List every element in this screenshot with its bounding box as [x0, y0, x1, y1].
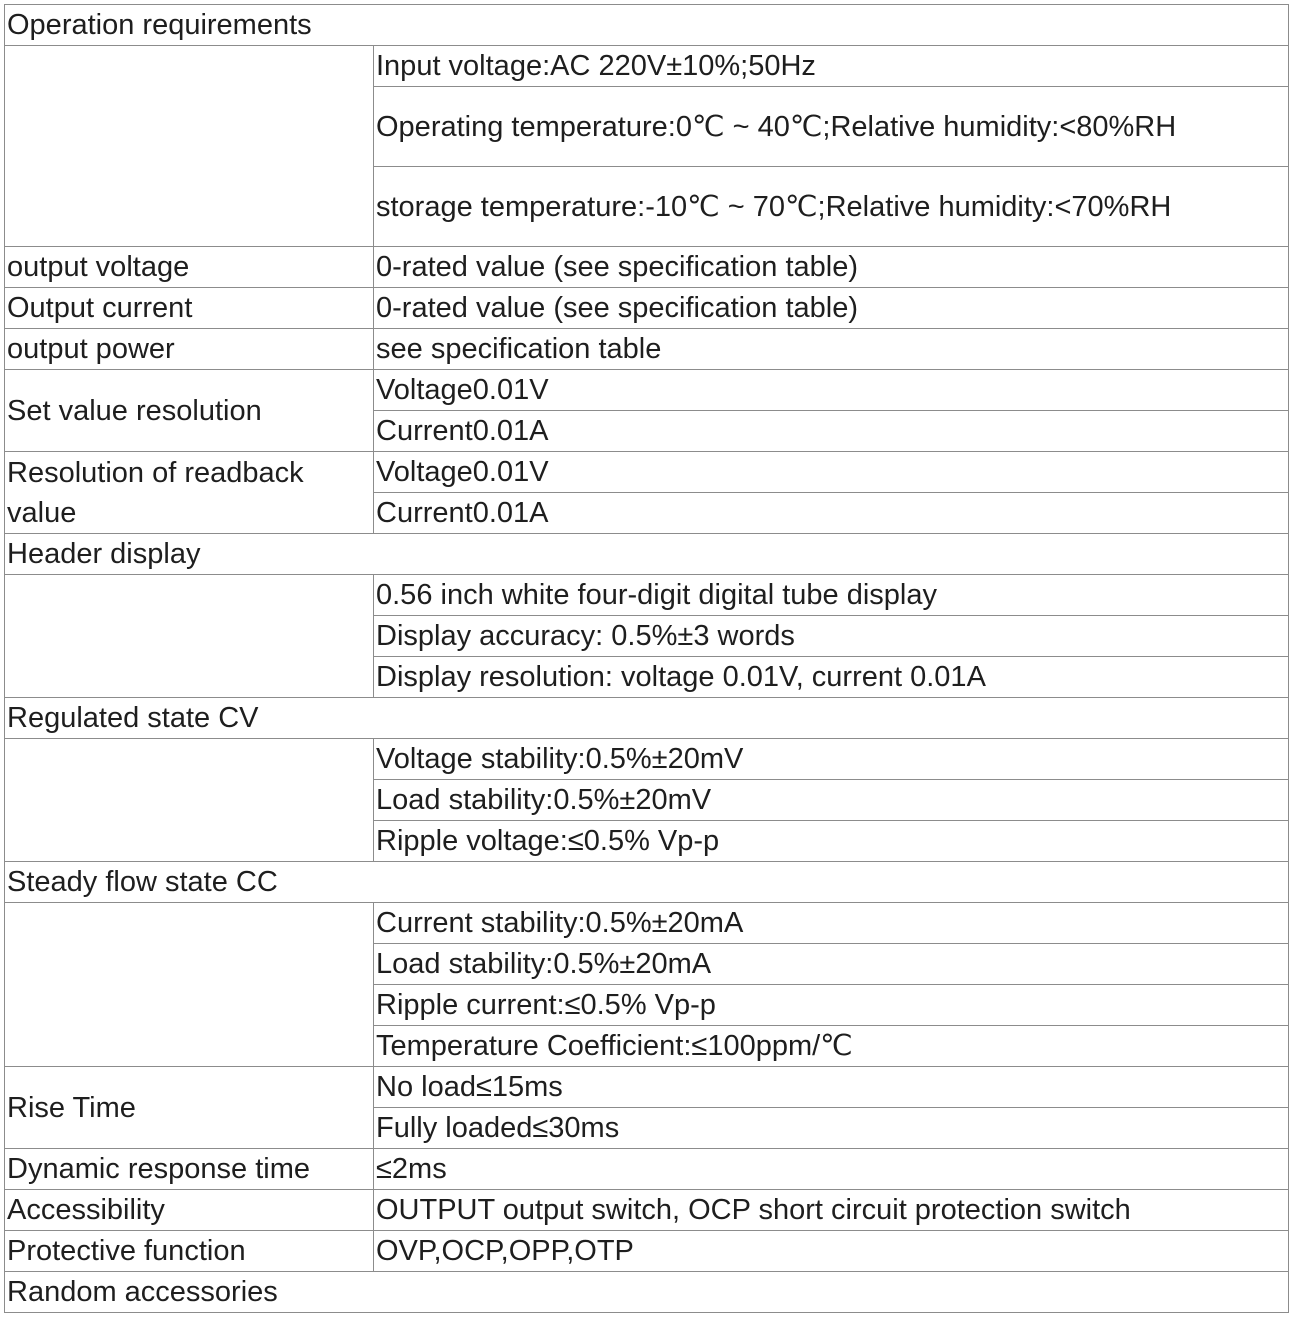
- readback-current-resolution-value: Current0.01A: [374, 493, 1289, 534]
- table-row: [5, 1272, 1289, 1313]
- table-row: [5, 452, 1289, 493]
- cv-item: Voltage stability:0.5%±20mV: [374, 739, 1289, 780]
- section-header-display: Header display: [5, 534, 1289, 575]
- section-header-operation: Operation requirements: [5, 5, 1289, 46]
- empty-label-cell: [5, 575, 374, 698]
- specification-table: [4, 4, 1289, 1313]
- table-row: [5, 862, 1289, 903]
- operating-temperature-value: Operating temperature:0℃ ~ 40℃;Relative humidity:<80%RH: [374, 87, 1289, 167]
- output-current-label: Output current: [5, 288, 374, 329]
- display-item: Display accuracy: 0.5%±3 words: [374, 616, 1289, 657]
- cc-item: Ripple current:≤0.5% Vp-p: [374, 985, 1289, 1026]
- section-header-cc: Steady flow state CC: [5, 862, 1289, 903]
- cc-item: Temperature Coefficient:≤100ppm/℃: [374, 1026, 1289, 1067]
- rise-time-full-load: Fully loaded≤30ms: [374, 1108, 1289, 1149]
- storage-temperature-value: storage temperature:-10℃ ~ 70℃;Relative humidity:<70%RH: [374, 167, 1289, 247]
- dynamic-response-value: ≤2ms: [374, 1149, 1289, 1190]
- rise-time-label: Rise Time: [5, 1067, 374, 1149]
- output-power-value: see specification table: [374, 329, 1289, 370]
- cv-item: Load stability:0.5%±20mV: [374, 780, 1289, 821]
- empty-label-cell: [5, 739, 374, 862]
- table-row: [5, 329, 1289, 370]
- cc-item: Load stability:0.5%±20mA: [374, 944, 1289, 985]
- readback-voltage-resolution-value: Voltage0.01V: [374, 452, 1289, 493]
- input-voltage-value: Input voltage:AC 220V±10%;50Hz: [374, 46, 1289, 87]
- table-row: [5, 903, 1289, 944]
- table-row: [5, 1190, 1289, 1231]
- section-header-accessories: Random accessories: [5, 1272, 1289, 1313]
- readback-resolution-label: Resolution of readback value: [5, 452, 374, 534]
- set-current-resolution-value: Current0.01A: [374, 411, 1289, 452]
- table-row: [5, 698, 1289, 739]
- section-header-cv: Regulated state CV: [5, 698, 1289, 739]
- empty-label-cell: [5, 46, 374, 247]
- table-row: [5, 1067, 1289, 1108]
- output-power-label: output power: [5, 329, 374, 370]
- output-current-value: 0-rated value (see specification table): [374, 288, 1289, 329]
- table-row: [5, 247, 1289, 288]
- table-row: [5, 5, 1289, 46]
- table-row: [5, 46, 1289, 87]
- table-row: [5, 288, 1289, 329]
- protective-function-label: Protective function: [5, 1231, 374, 1272]
- display-item: Display resolution: voltage 0.01V, current 0.01A: [374, 657, 1289, 698]
- table-row: [5, 739, 1289, 780]
- table-row: [5, 534, 1289, 575]
- protective-function-value: OVP,OCP,OPP,OTP: [374, 1231, 1289, 1272]
- output-voltage-value: 0-rated value (see specification table): [374, 247, 1289, 288]
- table-row: [5, 1231, 1289, 1272]
- dynamic-response-label: Dynamic response time: [5, 1149, 374, 1190]
- empty-label-cell: [5, 903, 374, 1067]
- cv-item: Ripple voltage:≤0.5% Vp-p: [374, 821, 1289, 862]
- table-row: [5, 575, 1289, 616]
- accessibility-value: OUTPUT output switch, OCP short circuit protection switch: [374, 1190, 1289, 1231]
- display-item: 0.56 inch white four-digit digital tube display: [374, 575, 1289, 616]
- accessibility-label: Accessibility: [5, 1190, 374, 1231]
- set-voltage-resolution-value: Voltage0.01V: [374, 370, 1289, 411]
- cc-item: Current stability:0.5%±20mA: [374, 903, 1289, 944]
- table-row: [5, 370, 1289, 411]
- rise-time-no-load: No load≤15ms: [374, 1067, 1289, 1108]
- set-value-resolution-label: Set value resolution: [5, 370, 374, 452]
- output-voltage-label: output voltage: [5, 247, 374, 288]
- table-row: [5, 1149, 1289, 1190]
